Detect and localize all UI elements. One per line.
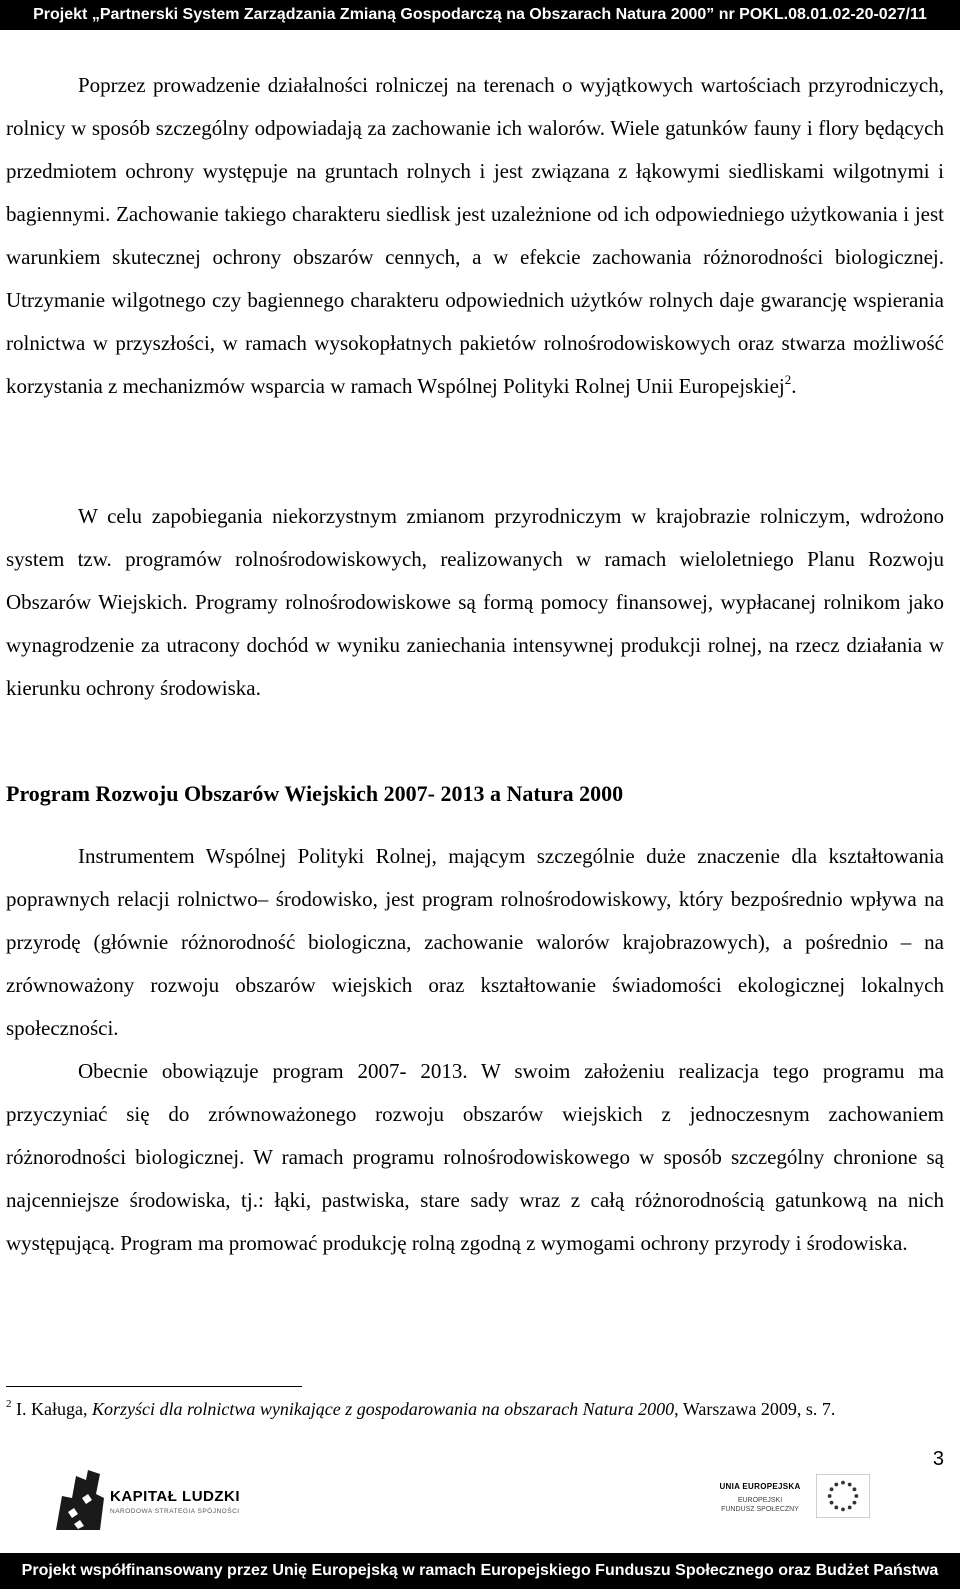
eu-efs-logo <box>712 1470 870 1536</box>
paragraph-natura-farming <box>6 64 944 408</box>
paragraph-end: . <box>791 374 797 398</box>
paragraph-current-program <box>6 1050 944 1265</box>
footnote-rest: , Warszawa 2009, s. 7. <box>674 1399 836 1419</box>
page-number: 3 <box>932 1448 944 1470</box>
kapital-ludzki-subtitle: NARODOWA STRATEGIA SPÓJNOŚCI <box>110 1508 240 1515</box>
eu-fund-name <box>712 1496 808 1514</box>
eu-title: UNIA EUROPEJSKA <box>719 1482 801 1491</box>
footnote-reference[interactable]: 2 <box>784 372 792 387</box>
page-footer-bar <box>0 1553 960 1589</box>
project-header-text: Projekt „Partnerski System Zarządzania Zmianą Gospodarczą na Obszarach Natura 2000” nr POKL.08.01.02-20-027/11 <box>33 6 927 23</box>
paragraph-instrument <box>6 835 944 1050</box>
eu-fund-line: FUNDUSZ SPOŁECZNY <box>721 1506 799 1513</box>
cofinancing-text: Projekt współfinansowany przez Unię Europejską w ramach Europejskiego Funduszu Społecznego oraz Budżet Państwa <box>21 1562 939 1579</box>
footnote-title: Korzyści dla rolnictwa wynikające z gospodarowania na obszarach Natura 2000 <box>91 1399 675 1419</box>
footnote <box>6 1397 926 1422</box>
paragraph-text: Poprzez prowadzenie działalności rolniczej na terenach o wyjątkowych wartościach przyrodniczych, rolnicy w sposób szczególny odpowiadają za zachowanie ich walorów. Wiele gatunków fauny i flory będących przedmiotem ochrony występuje na gruntach rolnych i jest związana z łąkowymi siedliskami wilgotnymi i bagiennymi. Zachowanie takiego charakteru siedlisk jest uzależnione od ich odpowiedniego użytkowania i jest warunkiem skutecznej ochrony obszarów cennych, a w efekcie zachowania różnorodności biologicznej. Utrzymanie wilgotnego czy bagiennego charakteru odpowiednich użytków rolnych daje gwarancję wspierania rolnictwa w przyszłości, w ramach wysokopłatnych pakietów rolnośrodowiskowych oraz stwarza możliwość korzystania z mechanizmów wsparcia w ramach Wspólnej Polityki Rolnej Unii Europejskiej <box>6 73 944 398</box>
footnote-divider <box>6 1386 302 1387</box>
kapital-ludzki-name: KAPITAŁ LUDZKI <box>110 1488 241 1505</box>
kapital-ludzki-emblem-icon <box>52 1468 104 1530</box>
eu-flag-icon <box>816 1474 870 1518</box>
page-header-bar <box>0 0 960 30</box>
paragraph-text: W celu zapobiegania niekorzystnym zmianom przyrodniczym w krajobrazie rolniczym, wdrożono system tzw. programów rolnośrodowiskowych, realizowanych w ramach wieloletniego Planu Rozwoju Obszarów Wiejskich. Programy rolnośrodowiskowe są formą pomocy finansowej, wypłacanej rolnikom jako wynagrodzenie za utracony dochód w wyniku zaniechania intensywnej produkcji rolnej, na rzecz działania w kierunku ochrony środowiska. <box>6 504 944 700</box>
eu-fund-line: EUROPEJSKI <box>737 1497 783 1504</box>
section-heading: Program Rozwoju Obszarów Wiejskich 2007- 2013 a Natura 2000 <box>6 781 624 806</box>
paragraph-agri-env-programs <box>6 495 944 710</box>
paragraph-text: Obecnie obowiązuje program 2007- 2013. W swoim założeniu realizacja tego programu ma przyczyniać się do zrównoważonego rozwoju obszarów wiejskich z jednoczesnym zachowaniem różnorodności biologicznej. W ramach programu rolnośrodowiskowego w sposób szczególny chronione są najcenniejsze środowiska, tj.: łąki, pastwiska, stare sady wraz z całą różnorodnością gatunkową na nich występującą. Program ma promować produkcję rolną zgodną z wymogami ochrony przyrody i środowiska. <box>6 1059 944 1255</box>
footnote-author: I. Kaługa, <box>16 1399 88 1419</box>
footnote-number: 2 <box>6 1398 12 1410</box>
paragraph-text: Instrumentem Wspólnej Polityki Rolnej, mającym szczególnie duże znaczenie dla kształtowania poprawnych relacji rolnictwo– środowisko, jest program rolnośrodowiskowy, który bezpośrednio wpływa na przyrodę (głównie różnorodność biologiczna, zachowanie walorów krajobrazowych), a pośrednio – na zrównoważony rozwoju obszarów wiejskich oraz kształtowanie świadomości ekologicznej lokalnych społeczności. <box>6 844 944 1040</box>
kapital-ludzki-logo <box>52 1468 242 1538</box>
